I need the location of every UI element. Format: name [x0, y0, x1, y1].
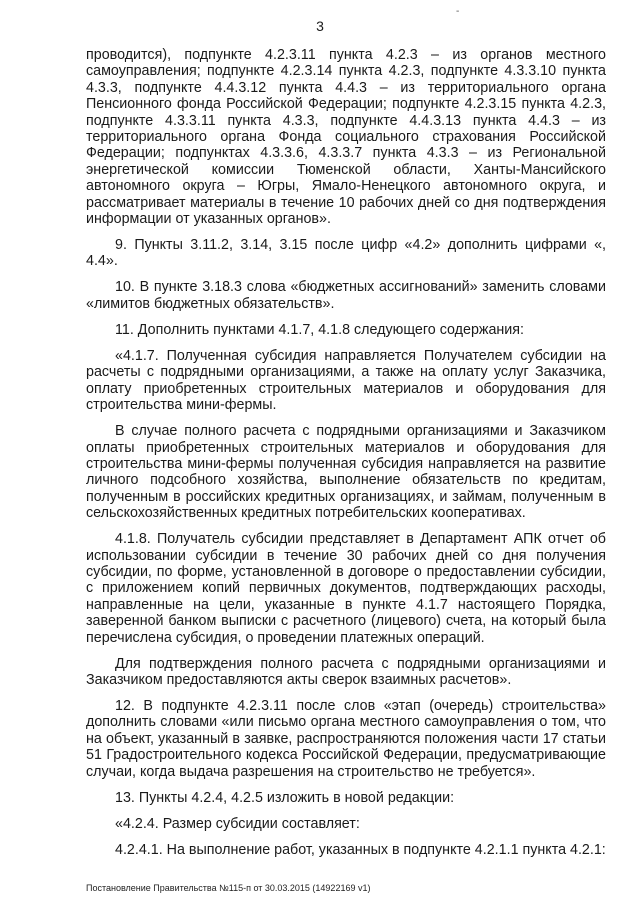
paragraph-continuation: проводится), подпункте 4.2.3.11 пункта 4.2.3 – из органов местного самоуправления; подпункте 4.2.3.14 пункта 4.2.3, подпункте 4.3.3.10 пункта 4.3.3, подпункте 4.4.3.12 пункта 4.4.3 – из территориального органа Пенсионного фонда Российской Федерации; подпункте 4.2.3.15 пункта 4.2.3, подпункте 4.3.3.11 пункта 4.3.3, подпункте 4.4.3.13 пункта 4.4.3 – из территориального органа Фонда социального страхования Российской Федерации; подпунктах 4.3.3.6, 4.3.3.7 пункта 4.3.3 – из Региональной энергетической комиссии Тюменской области, Ханты-Мансийского автономного округа – Югры, Ямало-Ненецкого автономного округа, и рассматривает материалы в течение 10 рабочих дней со дня подтверждения информации от указанных органов».: [86, 47, 606, 228]
paragraph-item-12: 12. В подпункте 4.2.3.11 после слов «этап (очередь) строительства» дополнить словами «или письмо органа местного самоуправления о том, что на объект, указанный в заявке, распространяются положения части 17 статьи 51 Градостроительного кодекса Российской Федерации, предусматривающие случаи, когда выдача разрешения на строительство не требуется».: [86, 697, 606, 780]
top-mark: -: [456, 6, 460, 17]
paragraph-4-2-4-1: 4.2.4.1. На выполнение работ, указанных в подпункте 4.2.1.1 пункта 4.2.1:: [115, 841, 606, 858]
paragraph-full-settlement: В случае полного расчета с подрядными организациями и Заказчиком оплаты приобретенных строительных материалов и оборудования для строительства мини-фермы полученная субсидия направляется на развитие личного подсобного хозяйства, выполнение обязательств по кредитам, полученным в российских кредитных организациях, и займам, полученным в сельскохозяйственных кредитных потребительских кооперативах.: [86, 423, 606, 522]
paragraph-4-1-7: «4.1.7. Полученная субсидия направляется Получателем субсидии на расчеты с подрядными организациями, а также на оплату услуг Заказчика, оплату приобретенных строительных материалов и оборудования для строительства мини-фермы.: [86, 347, 606, 414]
document-body: [86, 47, 606, 868]
paragraph-reconciliation: Для подтверждения полного расчета с подрядными организациями и Заказчиком предоставляются акты сверок взаимных расчетов».: [86, 655, 606, 688]
page-number: 3: [316, 18, 324, 34]
paragraph-item-9: 9. Пункты 3.11.2, 3.14, 3.15 после цифр «4.2» дополнить цифрами «, 4.4».: [86, 237, 606, 270]
paragraph-4-2-4: «4.2.4. Размер субсидии составляет:: [115, 815, 360, 832]
document-footer: Постановление Правительства №115-п от 30.03.2015 (14922169 v1): [86, 883, 371, 893]
paragraph-item-11: 11. Дополнить пунктами 4.1.7, 4.1.8 следующего содержания:: [115, 321, 525, 338]
paragraph-item-10: 10. В пункте 3.18.3 слова «бюджетных ассигнований» заменить словами «лимитов бюджетных обязательств».: [86, 279, 606, 312]
paragraph-item-13: 13. Пункты 4.2.4, 4.2.5 изложить в новой редакции:: [115, 789, 455, 806]
paragraph-4-1-8: 4.1.8. Получатель субсидии представляет в Департамент АПК отчет об использовании субсидии в течение 30 рабочих дней со дня получения субсидии, по форме, установленной в договоре о предоставлении субсидии, с приложением копий первичных документов, подтверждающих расходы, направленные на цели, указанные в пункте 4.1.7 настоящего Порядка, заверенной банком выписки с расчетного (лицевого) счета, на который была перечислена субсидия, о проведении платежных операций.: [86, 531, 606, 646]
